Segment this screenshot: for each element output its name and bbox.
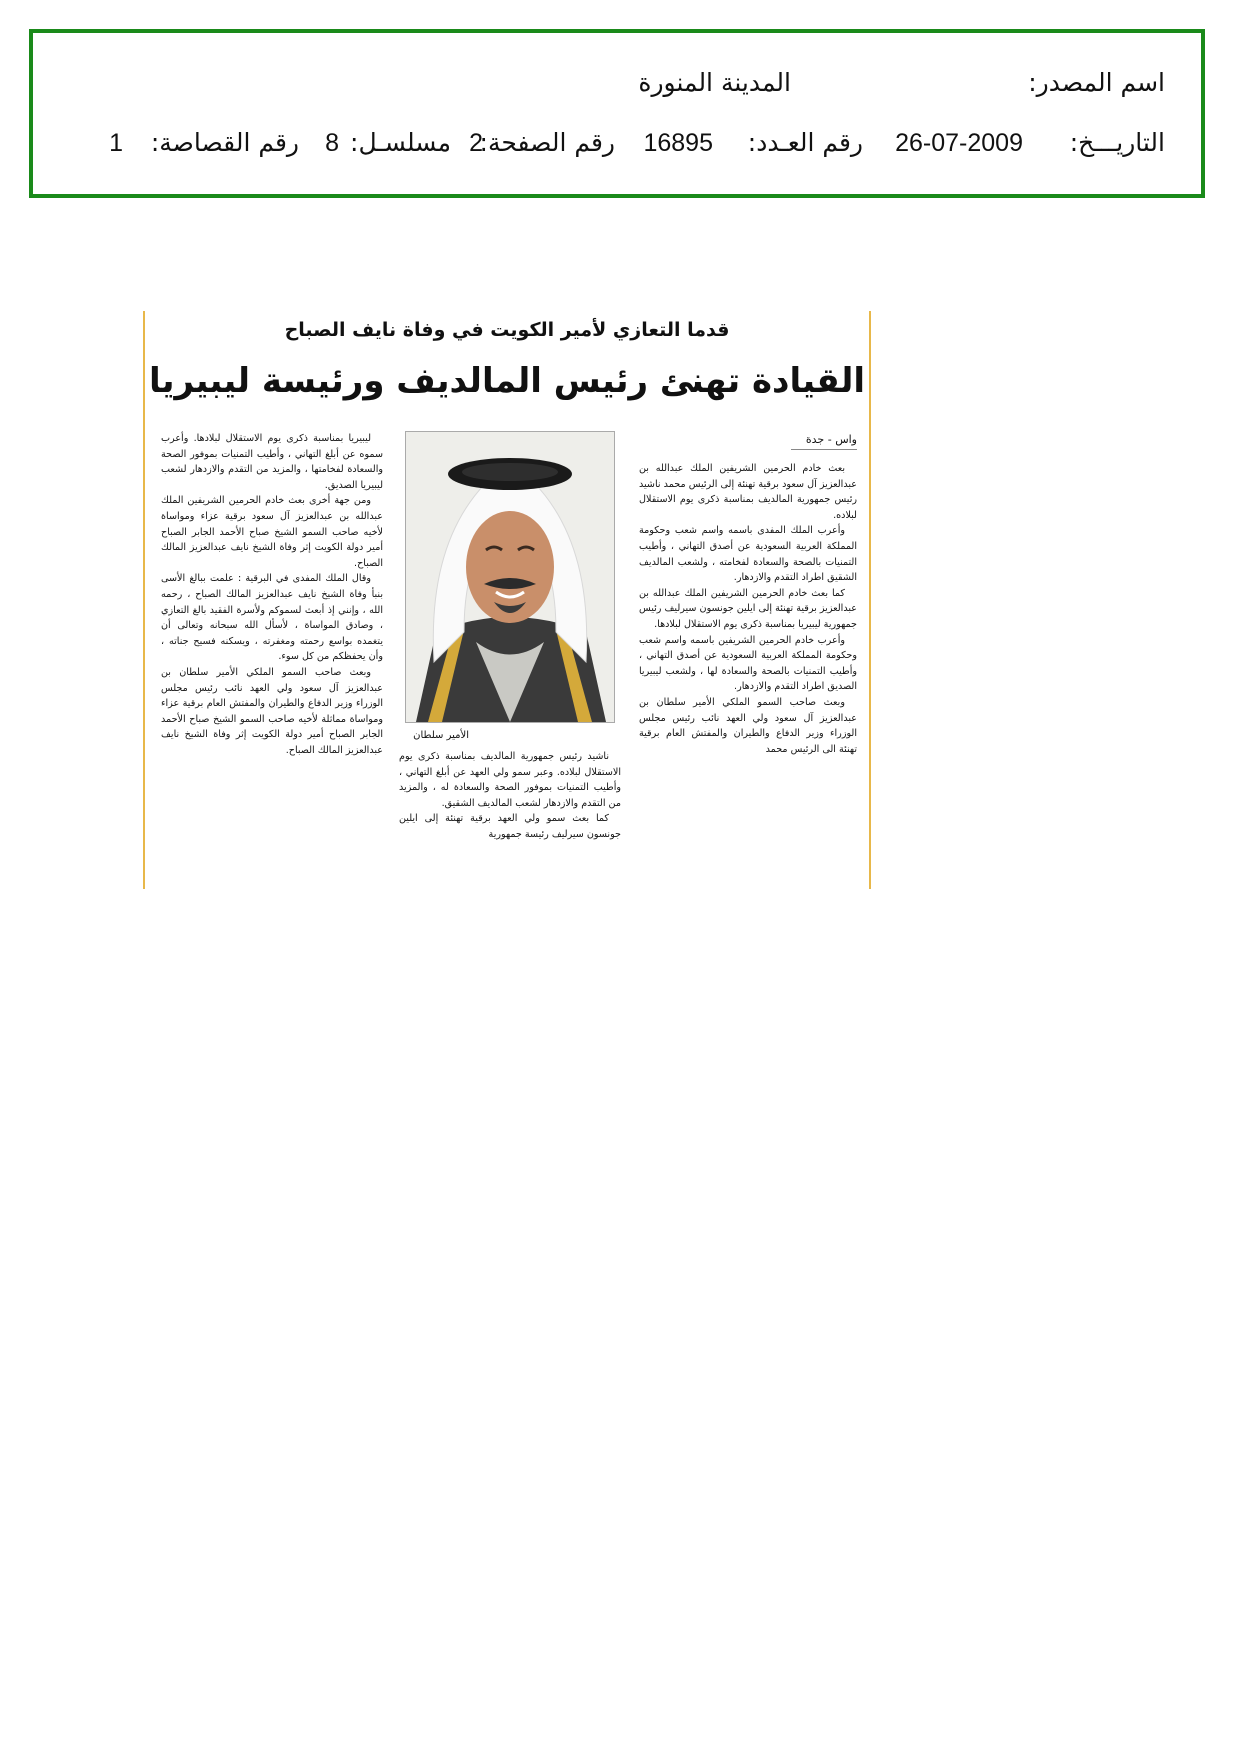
issue-value: 16895 (643, 129, 713, 157)
serial-value: 8 (325, 129, 339, 157)
paragraph: ناشيد رئيس جمهورية المالديف بمناسبة ذكرى يوم الاستقلال لبلاده. وعبر سمو ولي العهد عن أبلغ التهاني ، وأطيب التمنيات بموفور الصحة والسعادة له ، والمزيد من التقدم والازدهار لشعب المالديف الشقيق. (399, 751, 621, 809)
paragraph: وقال الملك المفدى في البرقية : علمت ببالغ الأسى بنبأ وفاة الشيخ نايف عبدالعزيز المالك الصباح ، رحمه الله ، وإنني إذ أبعث لسموكم ولأسرة الفقيد بالغ التعازي ، وصادق المواساة ، لأسأل الله سبحانه وتعالى أن يتغمده بواسع رحمته ومغفرته ، ويسكنه فسيح جناته ، وأن يحفظكم من كل سوء. (161, 573, 383, 663)
page-value: 2 (469, 129, 483, 157)
newspaper-clipping (143, 311, 871, 889)
paragraph: كما بعث خادم الحرمين الشريفين الملك عبدالله بن عبدالعزيز برقية تهنئة إلى ايلين جونسون سيرليف رئيس جمهورية ليبيريا بمناسبة ذكرى يوم الاستقلال لبلادها. (639, 587, 857, 630)
article-column-left (161, 431, 383, 881)
article-dateline: واس - جدة (791, 431, 857, 450)
clipping-info-box (29, 29, 1205, 198)
article-headline: القيادة تهنئ رئيس المالديف ورئيسة ليبيريا (148, 361, 866, 401)
date-label: التاريـــخ: (1069, 128, 1165, 157)
paragraph: ليبيريا بمناسبة ذكرى يوم الاستقلال لبلادها. وأعرب سموه عن أبلغ التهاني ، وأطيب التمنيات بموفور الصحة والسعادة لفخامتها ، والمزيد من التقدم والازدهار لشعب ليبيريا الصديق. (161, 433, 383, 491)
paragraph: وأعرب خادم الحرمين الشريفين باسمه واسم شعب وحكومة المملكة العربية السعودية عن أصدق التهاني ، وأطيب التمنيات بالصحة والسعادة لها ، ولشعب ليبيريا الصديق اطراد التقدم والازدهار. (639, 634, 857, 693)
serial-label: مسلسـل: (350, 128, 451, 157)
paragraph: وبعث صاحب السمو الملكي الأمير سلطان بن عبدالعزيز آل سعود ولي العهد نائب رئيس مجلس الوزراء وزير الدفاع والطيران والمفتش العام برقية تهنئة الى الرئيس محمد (639, 696, 857, 755)
paragraph: كما بعث سمو ولي العهد برقية تهنئة إلى ايلين جونسون سيرليف رئيسة جمهورية (399, 813, 621, 840)
info-row-source (33, 63, 1201, 103)
issue-label: رقم العـدد: (747, 128, 863, 157)
source-label: اسم المصدر: (1028, 68, 1165, 97)
paragraph: بعث خادم الحرمين الشريفين الملك عبدالله بن عبدالعزيز آل سعود برقية تهنئة إلى الرئيس محمد ناشيد رئيس جمهورية المالديف بمناسبة ذكرى يوم الاستقلال لبلاده. (639, 463, 857, 521)
photo-caption: الأمير سلطان (413, 730, 469, 741)
article-kicker: قدما التعازي لأمير الكويت في وفاة نايف الصباح (284, 319, 730, 341)
clipping-number-label: رقم القصاصة: (150, 128, 299, 157)
info-row-details (33, 123, 1201, 163)
date-value: 26-07-2009 (895, 129, 1023, 157)
article-column-right (639, 461, 857, 881)
article-column-middle (399, 749, 621, 881)
portrait-illustration (406, 432, 614, 722)
page-label: رقم الصفحة: (479, 128, 615, 157)
portrait-photo (405, 431, 615, 723)
paragraph: وأعرب الملك المفدى باسمه واسم شعب وحكومة المملكة العربية السعودية عن أصدق التهاني ، وأطيب التمنيات بالصحة والسعادة لفخامته ، ولشعب المالديف الشقيق اطراد التقدم والازدهار. (639, 525, 857, 584)
clipping-number-value: 1 (109, 129, 123, 157)
paragraph: وبعث صاحب السمو الملكي الأمير سلطان بن عبدالعزيز آل سعود ولي العهد نائب رئيس مجلس الوزراء وزير الدفاع والطيران والمفتش العام برقية عزاء ومواساة مماثلة لأخيه صاحب السمو الشيخ صباح الأحمد الجابر الصباح أمير دولة الكويت إثر وفاة الشيخ نايف عبدالعزيز المالك الصباح. (161, 666, 383, 756)
paragraph: ومن جهة أخرى بعث خادم الحرمين الشريفين الملك عبدالله بن عبدالعزيز آل سعود برقية عزاء ومواساة لأخيه صاحب السمو الشيخ صباح الأحمد الجابر الصباح أمير دولة الكويت إثر وفاة الشيخ نايف عبدالعزيز المالك الصباح. (161, 495, 383, 569)
source-value: المدينة المنورة (638, 68, 791, 97)
